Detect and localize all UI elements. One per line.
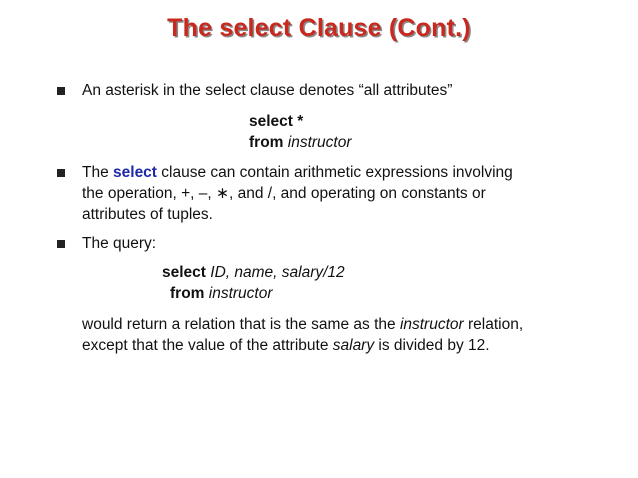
bullet2-prefix: The bbox=[82, 164, 114, 181]
explanation-line1 bbox=[82, 314, 523, 335]
bullet2-line1-rest: clause can contain arithmetic expressions involving bbox=[156, 164, 513, 181]
explanation-line1-post: relation, bbox=[463, 316, 524, 333]
query-select-line bbox=[162, 262, 345, 283]
sql-select-list: ID, name, salary/12 bbox=[210, 264, 345, 281]
explanation-attribute-name: salary bbox=[332, 337, 375, 354]
bullet2-line2: the operation, +, –, ∗, and /, and operating on constants or bbox=[82, 185, 486, 202]
bullet-marker bbox=[57, 87, 65, 95]
sql-keyword-select: select bbox=[249, 113, 293, 130]
bullet2-line3: attributes of tuples. bbox=[82, 206, 213, 223]
bullet-marker bbox=[57, 169, 65, 177]
bullet1-text: An asterisk in the select clause denotes “all attributes” bbox=[82, 82, 453, 99]
slide-title: The select Clause (Cont.) bbox=[167, 14, 471, 42]
sql-keyword-from: from bbox=[249, 134, 284, 151]
sql-asterisk: * bbox=[292, 113, 304, 130]
explanation-line2 bbox=[82, 335, 490, 356]
sql-keyword-from: from bbox=[170, 285, 205, 302]
explanation-line2-pre: except that the value of the attribute bbox=[82, 337, 333, 354]
code-from-line bbox=[249, 132, 352, 153]
explanation-relation-name: instructor bbox=[399, 316, 464, 333]
explanation-line1-pre: would return a relation that is the same as the bbox=[82, 316, 400, 333]
bullet-marker bbox=[57, 240, 65, 248]
select-keyword-highlight: select bbox=[113, 164, 157, 181]
sql-relation-instructor: instructor bbox=[287, 134, 352, 151]
bullet3-text: The query: bbox=[82, 235, 157, 252]
code-select-line bbox=[249, 111, 303, 132]
explanation-line2-post: is divided by 12. bbox=[374, 337, 490, 354]
bullet2-line1 bbox=[82, 162, 513, 183]
query-from-line bbox=[170, 283, 273, 304]
sql-relation-instructor: instructor bbox=[208, 285, 273, 302]
sql-keyword-select: select bbox=[162, 264, 206, 281]
